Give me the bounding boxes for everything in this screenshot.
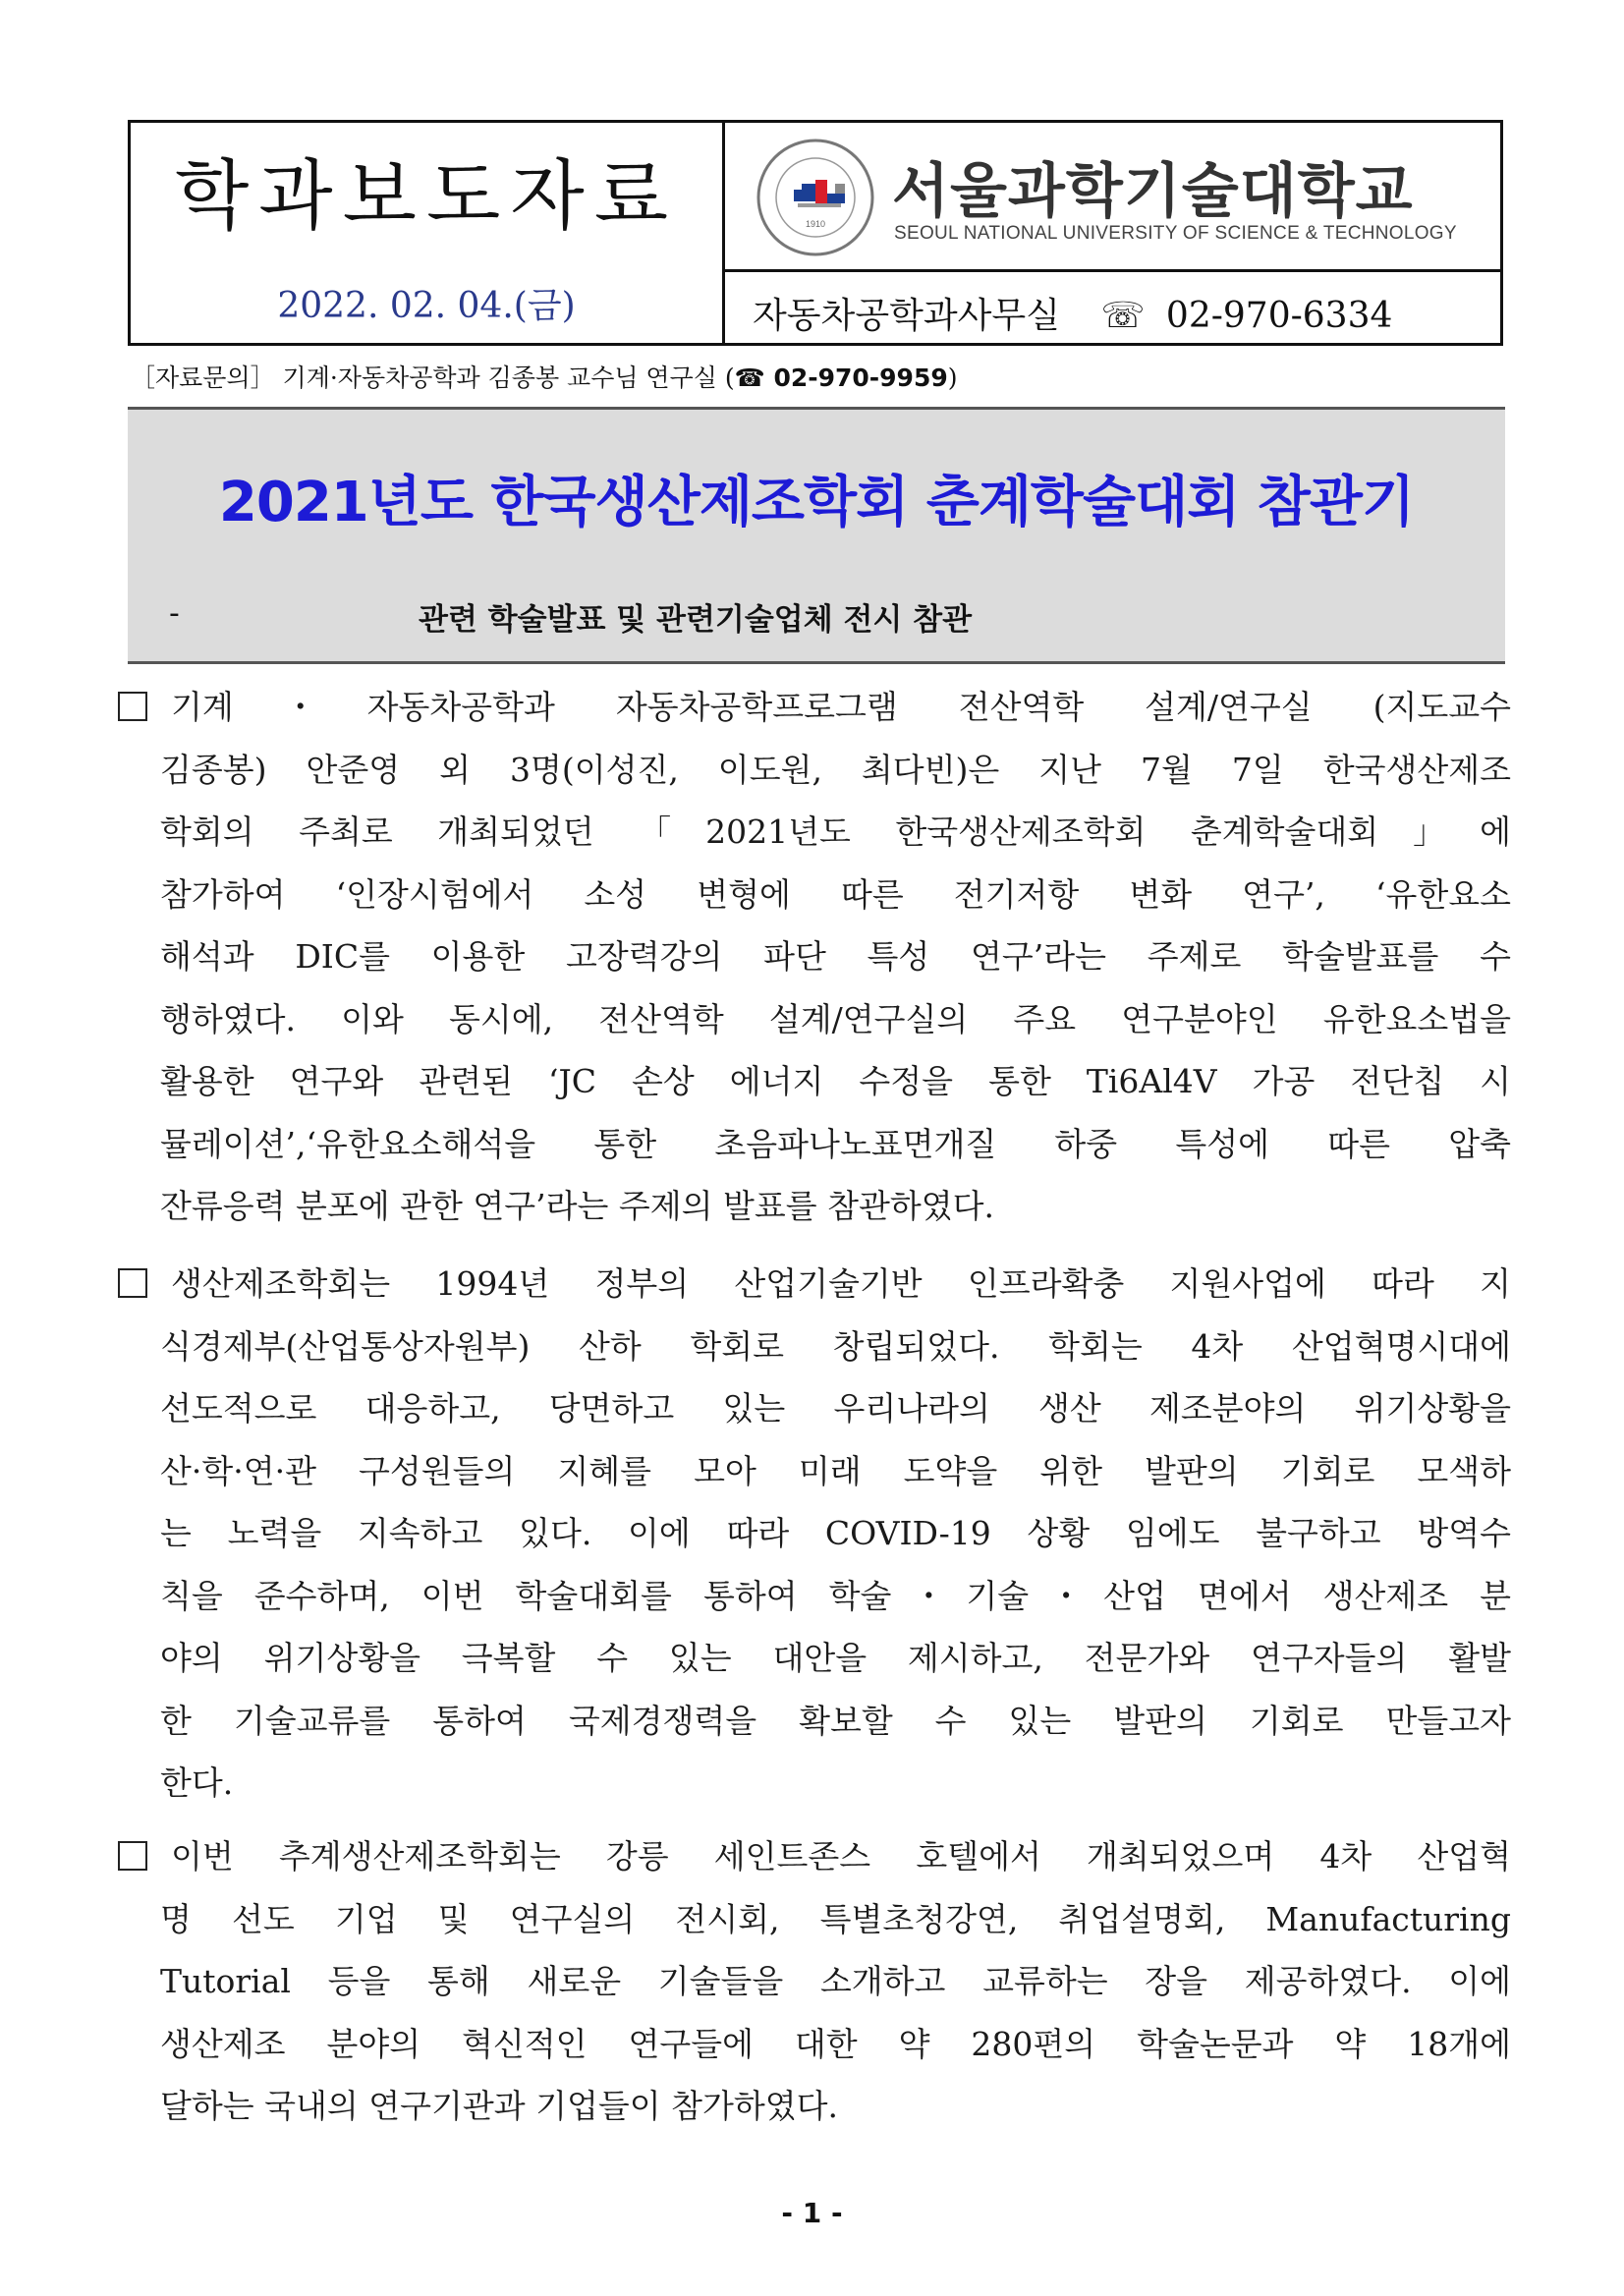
paragraph-line: 한다. <box>160 1764 234 1802</box>
inquiry-suffix: ) <box>947 364 958 392</box>
university-seal-icon <box>755 137 876 258</box>
paragraph-line: 해석과 DIC를 이용한 고장력강의 파단 특성 연구’라는 주제로 학술발표를 수 <box>160 937 1511 976</box>
paragraph-line: 생산제조 분야의 혁신적인 연구들에 대한 약 280편의 학술논문과 약 18개에 <box>160 2024 1511 2063</box>
inquiry-line <box>131 359 958 394</box>
paragraph-line: 김종봉) 안준영 외 3명(이성진, 이도원, 최다빈)은 지난 7월 7일 한국생산제조 <box>160 750 1511 789</box>
svg-text:1910: 1910 <box>805 219 826 229</box>
office-contact-cell <box>725 272 1500 343</box>
office-contact <box>753 288 1392 338</box>
checkbox-bullet-icon <box>118 692 147 721</box>
paragraph-line: 뮬레이션’,‘유한요소해석을 통한 초음파나노표면개질 하중 특성에 따른 압축 <box>160 1124 1511 1163</box>
page-number: - 1 - <box>781 2197 843 2229</box>
article-title: 2021년도 한국생산제조학회 춘계학술대회 참관기 <box>218 471 1415 534</box>
university-name-english: SEOUL NATIONAL UNIVERSITY OF SCIENCE & TECHNOLOGY <box>894 223 1457 244</box>
paragraph-line: 생산제조학회는 1994년 정부의 산업기술기반 인프라확충 지원사업에 따라 지 <box>118 1253 1511 1316</box>
paragraph-line: 잔류응력 분포에 관한 연구’라는 주제의 발표를 참관하였다. <box>160 1187 994 1225</box>
office-name: 자동차공학과사무실 <box>753 296 1060 336</box>
checkbox-bullet-icon <box>118 1268 147 1298</box>
paragraph-line: 한 기술교류를 통하여 국제경쟁력을 확보할 수 있는 발판의 기회로 만들고자 <box>160 1701 1511 1740</box>
checkbox-bullet-icon <box>118 1841 147 1871</box>
university-name-korean: 서울과학기술대학교 <box>892 157 1414 226</box>
paragraph-line: 기계・자동차공학과 자동차공학프로그램 전산역학 설계/연구실 (지도교수 <box>118 676 1511 739</box>
paragraph-line: 명 선도 기업 및 연구실의 전시회, 특별초청강연, 취업설명회, Manufacturing <box>160 1899 1511 1938</box>
article-subtitle: 관련 학술발표 및 관련기술업체 전시 참관 <box>419 602 973 638</box>
paragraph-line: 행하였다. 이와 동시에, 전산역학 설계/연구실의 주요 연구분야인 유한요소법을 <box>160 999 1511 1038</box>
page-title: 학과보도자료 <box>174 152 679 241</box>
paragraph-line: 선도적으로 대응하고, 당면하고 있는 우리나라의 생산 제조분야의 위기상황을 <box>160 1389 1511 1428</box>
paragraph-1 <box>118 676 1511 1238</box>
paragraph-line: 참가하여 ‘인장시험에서 소성 변형에 따른 전기저항 변화 연구’, ‘유한요소 <box>160 874 1511 914</box>
subtitle-dash: - <box>169 596 180 631</box>
paragraph-line: Tutorial 등을 통해 새로운 기술들을 소개하고 교류하는 장을 제공하였다. 이에 <box>160 1962 1511 2000</box>
paragraph-2 <box>118 1253 1511 1815</box>
paragraph-line: 이번 추계생산제조학회는 강릉 세인트존스 호텔에서 개최되었으며 4차 산업혁 <box>118 1825 1511 1888</box>
paragraph-line: 산·학·연·관 구성원들의 지혜를 모아 미래 도약을 위한 발판의 기회로 모색하 <box>160 1451 1511 1490</box>
phone-icon: ☏ <box>1100 296 1146 336</box>
university-logo-cell <box>725 123 1500 272</box>
header-left-cell <box>131 123 725 343</box>
title-banner <box>128 407 1505 664</box>
paragraph-line: 활용한 연구와 관련된 ‘JC 손상 에너지 수정을 통한 Ti6Al4V 가공 전단칩 시 <box>160 1062 1511 1100</box>
office-phone: 02-970-6334 <box>1165 296 1393 336</box>
inquiry-prefix: ［자료문의］ 기계·자동차공학과 김종봉 교수님 연구실 ( <box>131 364 735 392</box>
paragraph-3 <box>118 1825 1511 2138</box>
paragraph-line: 달하는 국내의 연구기관과 기업들이 참가하였다. <box>160 2087 839 2125</box>
release-date: 2022. 02. 04.(금) <box>277 286 576 326</box>
paragraph-line: 식경제부(산업통상자원부) 산하 학회로 창립되었다. 학회는 4차 산업혁명시대에 <box>160 1326 1511 1366</box>
inquiry-phone: ☎ 02-970-9959 <box>734 364 948 392</box>
paragraph-line: 는 노력을 지속하고 있다. 이에 따라 COVID-19 상황 임에도 불구하고 방역수 <box>160 1514 1511 1552</box>
paragraph-line: 칙을 준수하며, 이번 학술대회를 통하여 학술・기술・산업 면에서 생산제조 분 <box>160 1576 1511 1615</box>
paragraph-line: 학회의 주최로 개최되었던 「2021년도 한국생산제조학회 춘계학술대회」에 <box>160 812 1511 851</box>
paragraph-line: 야의 위기상황을 극복할 수 있는 대안을 제시하고, 전문가와 연구자들의 활발 <box>160 1639 1511 1677</box>
header-box <box>128 120 1503 346</box>
